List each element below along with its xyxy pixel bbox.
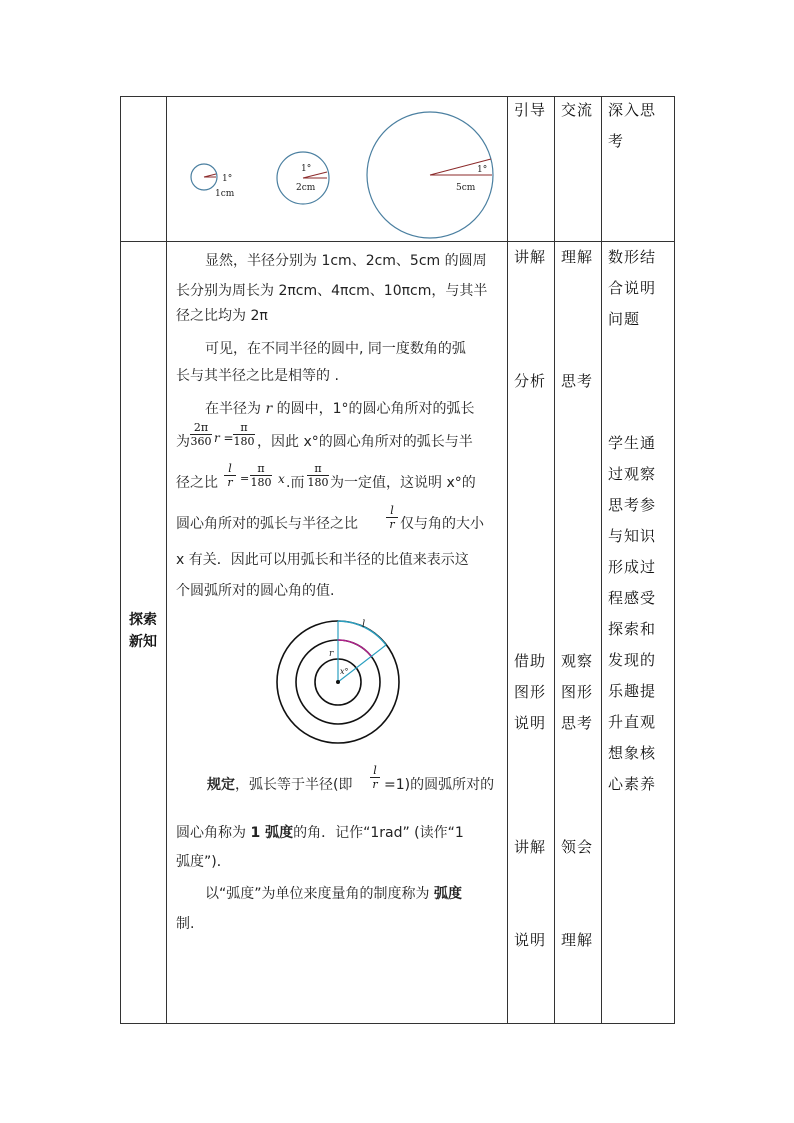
- rule-b: =1)的圆弧所对的: [384, 777, 495, 793]
- teacher-activity-3: 借助: [514, 652, 547, 670]
- section-title-line-1: 探索: [129, 612, 157, 628]
- para3-l4-a: 圆心角所对的弧长与半径之比: [176, 516, 358, 532]
- student-activity-2: 思考: [561, 372, 594, 390]
- para2-line-2: 长与其半径之比是相等的 .: [176, 368, 339, 384]
- column-divider: [507, 96, 508, 1023]
- circle-2cm: [277, 152, 329, 204]
- row1-intent-line-2: 考: [608, 132, 625, 150]
- radius-label-2: 2cm: [296, 183, 316, 193]
- intent-line-6: 思考参: [608, 496, 657, 514]
- column-divider: [554, 96, 555, 1023]
- para3-l3-a: 径之比: [176, 475, 218, 491]
- para3-l3-x: x: [278, 472, 285, 486]
- intent-line-9: 程感受: [608, 589, 657, 607]
- para3-l1-b: 的圆中，1°的圆心角所对的弧长: [272, 401, 475, 417]
- rule-line-2: [176, 822, 506, 842]
- angle-label-3: 1°: [477, 165, 488, 175]
- para3-l3-er: .而: [286, 475, 305, 491]
- rule-l2-a: 圆心角称为: [176, 825, 251, 841]
- teacher-activity-5: 说明: [514, 714, 547, 732]
- student-activity-4: 图形: [561, 683, 594, 701]
- fraction-numerator: π: [314, 462, 322, 475]
- fraction-denominator: 360: [190, 435, 212, 448]
- system-line-1: [205, 883, 506, 903]
- student-activity-7: 理解: [561, 931, 594, 949]
- radius-label-1: 1cm: [215, 189, 235, 199]
- para3-l2-r: r =: [214, 431, 234, 445]
- fraction-2pi-360: [190, 421, 212, 448]
- row1-teacher-activity: 引导: [514, 101, 547, 119]
- intent-line-14: 想象核: [608, 744, 657, 762]
- para2-line-1: 可见，在不同半径的圆中, 同一度数角的弧: [205, 341, 466, 357]
- para3-l1-r: r: [265, 401, 273, 417]
- fraction-numerator: π: [240, 421, 248, 434]
- teacher-activity-6: 讲解: [514, 838, 547, 856]
- circle-1cm: [191, 164, 235, 199]
- para3-l1-a: 在半径为: [205, 401, 266, 417]
- angle-label-2: 1°: [301, 164, 312, 174]
- fraction-l-r-b: [386, 504, 398, 531]
- angle-label: x°: [340, 667, 349, 676]
- intent-line-12: 乐趣提: [608, 682, 657, 700]
- intent-line-3: 问题: [608, 310, 641, 328]
- intent-line-8: 形成过: [608, 558, 657, 576]
- rule-bold: 规定: [207, 777, 235, 793]
- system-bold: 弧度: [433, 886, 462, 902]
- student-activity-3: 观察: [561, 652, 594, 670]
- student-activity-1: 理解: [561, 248, 594, 266]
- intent-line-15: 心素养: [608, 775, 657, 793]
- para3-line-6: 个圆弧所对的圆心角的值.: [176, 583, 335, 599]
- intent-line-7: 与知识: [608, 527, 657, 545]
- circles-figure: [170, 98, 504, 240]
- rule-l2-b: 的角．记作“1rad” (读作“1: [293, 825, 464, 841]
- intent-line-5: 过观察: [608, 465, 657, 483]
- fraction-numerator: 2π: [193, 421, 209, 434]
- para1-line-1: 显然，半径分别为 1cm、2cm、5cm 的圆周: [205, 253, 487, 269]
- rule-l2-bold: 1 弧度: [250, 825, 294, 841]
- para3-line-1: [205, 398, 506, 418]
- para3-l2-b: ，因此 x°的圆心角所对的弧长与半: [257, 434, 473, 450]
- para3-line-5: x 有关．因此可以用弧长和半径的比值来表示这: [176, 552, 469, 568]
- fraction-denominator: r: [224, 475, 236, 489]
- teacher-activity-2: 分析: [514, 372, 547, 390]
- fraction-denominator: 180: [233, 435, 255, 448]
- fraction-denominator: 180: [307, 476, 329, 489]
- fraction-numerator: l: [373, 764, 377, 777]
- system-a: 以“弧度”为单位来度量角的制度称为: [205, 886, 434, 902]
- para3-l2-a: 为: [176, 434, 190, 450]
- para3-l3-b: 为一定值，这说明 x°的: [330, 475, 476, 491]
- row1-intent-line-1: 深入思: [608, 101, 657, 119]
- fraction-denominator: r: [370, 777, 380, 791]
- intent-line-2: 合说明: [608, 279, 657, 297]
- fraction-pi-180-a: [233, 421, 255, 448]
- row1-student-activity: 交流: [561, 101, 594, 119]
- column-divider: [166, 96, 167, 1023]
- para1-line-3: 径之比均为 2π: [176, 308, 268, 324]
- fraction-l-r-a: [224, 462, 236, 489]
- teacher-activity-1: 讲解: [514, 248, 547, 266]
- radius-label: r: [329, 649, 334, 659]
- circle-5cm: [367, 112, 493, 238]
- para3-l4-b: 仅与角的大小: [400, 516, 484, 532]
- rule-line-3: 弧度”)．: [176, 854, 231, 870]
- intent-line-10: 探索和: [608, 620, 657, 638]
- intent-line-11: 发现的: [608, 651, 657, 669]
- student-activity-6: 领会: [561, 838, 594, 856]
- concentric-circles-diagram: [276, 620, 400, 744]
- fraction-pi-180-c: [307, 462, 329, 489]
- para1-line-2: 长分别为周长为 2πcm、4πcm、10πcm，与其半: [176, 283, 488, 299]
- section-title: [120, 609, 166, 653]
- fraction-denominator: 180: [250, 476, 272, 489]
- fraction-l-r-c: [370, 764, 380, 791]
- radius-label-3: 5cm: [456, 183, 476, 193]
- fraction-numerator: l: [228, 462, 232, 475]
- fraction-numerator: π: [257, 462, 265, 475]
- fraction-numerator: l: [390, 504, 394, 517]
- fraction-pi-180-b: [250, 462, 272, 489]
- teacher-activity-7: 说明: [514, 931, 547, 949]
- intent-line-1: 数形结: [608, 248, 657, 266]
- intent-line-13: 升直观: [608, 713, 657, 731]
- student-activity-5: 思考: [561, 714, 594, 732]
- arc-length-label: l: [362, 619, 366, 630]
- system-line-2: 制.: [176, 916, 195, 932]
- fraction-denominator: r: [386, 517, 398, 531]
- column-divider: [601, 96, 602, 1023]
- intent-line-4: 学生通: [608, 434, 657, 452]
- angle-label-1: 1°: [222, 174, 233, 184]
- teacher-activity-4: 图形: [514, 683, 547, 701]
- rule-a: ，弧长等于半径(即: [235, 777, 353, 793]
- section-title-line-2: 新知: [129, 634, 157, 650]
- para3-l3-eq: =: [240, 472, 250, 485]
